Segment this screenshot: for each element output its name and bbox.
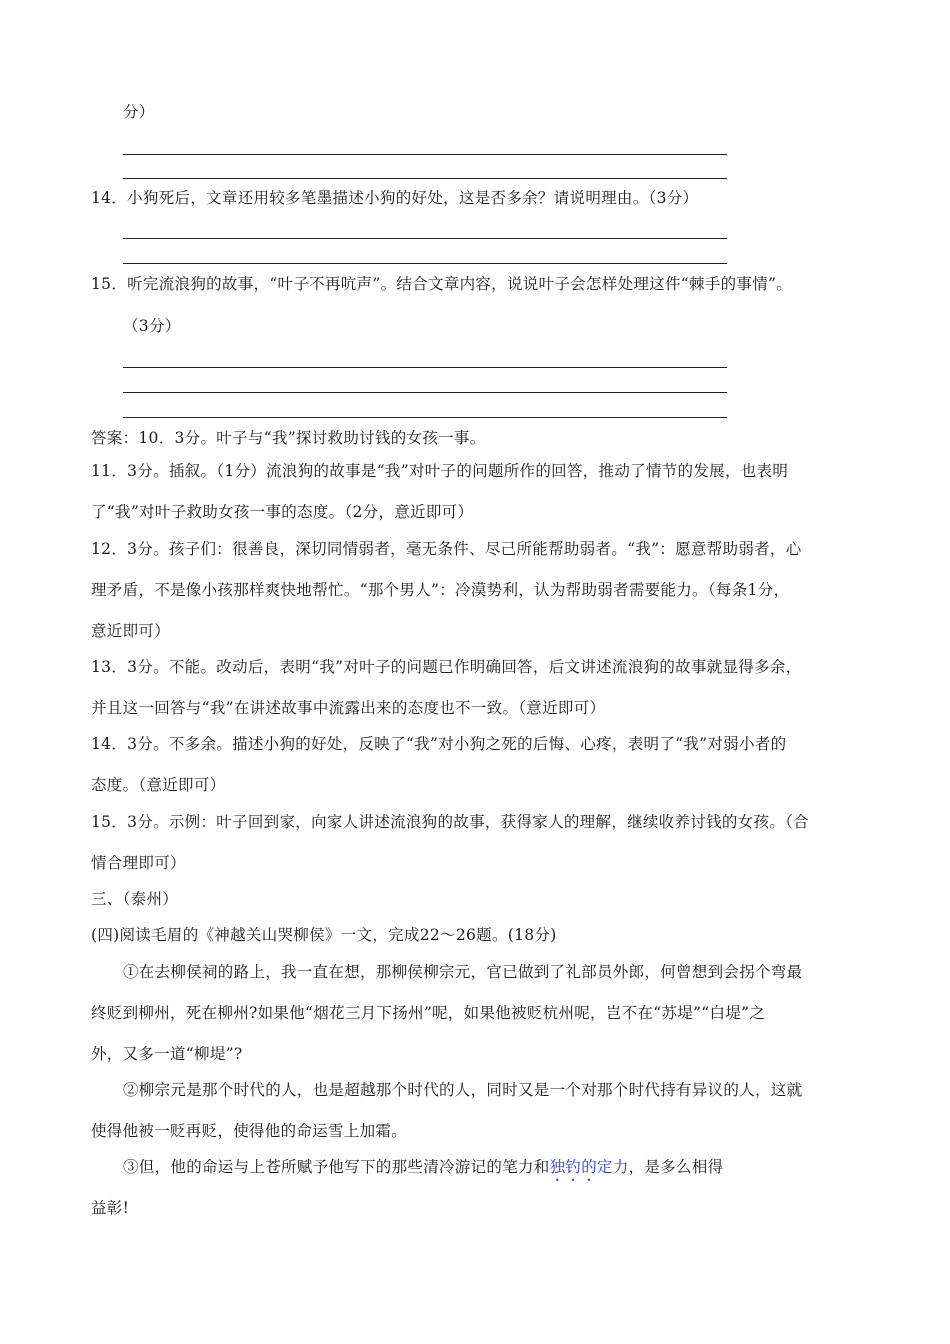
answer-line	[123, 238, 727, 239]
passage-p1-line2: 终贬到柳州，死在柳州?如果他“烟花三月下扬州”呢，如果他被贬杭州呢，岂不在“苏堤”“白堤”之	[91, 1004, 766, 1022]
answer-line	[123, 392, 727, 393]
question-15-line1: 15．听完流浪狗的故事，“叶子不再吭声”。结合文章内容，说说叶子会怎样处理这件“棘手的事情”。	[91, 275, 793, 293]
answer-line	[123, 178, 727, 179]
answer-line	[123, 367, 727, 368]
answer-15-line2: 情合理即可）	[91, 854, 186, 872]
answer-line	[123, 154, 727, 155]
answer-11-line1: 11．3分。插叙。（1分）流浪狗的故事是“我”对叶子的问题所作的回答，推动了情节的发展，也表明	[91, 462, 789, 480]
question-15-line2: （3分）	[123, 317, 181, 335]
answer-12-line2: 理矛盾，不是像小孩那样爽快地帮忙。“那个男人”：冷漠势利，认为帮助弱者需要能力。（每条1分，	[91, 581, 790, 599]
answer-11-line2: 了“我”对叶子救助女孩一事的态度。（2分，意近即可）	[91, 503, 474, 521]
answer-line	[123, 417, 727, 418]
answer-14-line1: 14．3分。不多余。描述小狗的好处，反映了“我”对小狗之死的后悔、心疼，表明了“我”对弱小者的	[91, 735, 787, 753]
answer-10: 答案：10．3分。叶子与“我”探讨救助讨钱的女孩一事。	[91, 429, 486, 447]
passage-p3-line1	[123, 1156, 723, 1185]
answer-13-line1: 13．3分。不能。改动后，表明“我”对叶子的问题已作明确回答，后文讲述流浪狗的故事就显得多余，	[91, 658, 802, 676]
q13-tail: 分）	[123, 103, 155, 121]
answer-15-line1: 15．3分。示例：叶子回到家，向家人讲述流浪狗的故事，获得家人的理解，继续收养讨钱的女孩。（合	[91, 813, 809, 831]
highlighted-term-plain: 定力	[597, 1158, 629, 1176]
answer-12-line3: 意近即可）	[91, 622, 171, 640]
question-14: 14．小狗死后，文章还用较多笔墨描述小狗的好处，这是否多余？请说明理由。（3分）	[91, 189, 699, 207]
passage-p3-text-end: ，是多么相得	[628, 1158, 724, 1176]
passage-p2-line2: 使得他被一贬再贬，使得他的命运雪上加霜。	[91, 1122, 408, 1140]
answer-13-line2: 并且这一回答与“我”在讲述故事中流露出来的态度也不一致。（意近即可）	[91, 699, 606, 717]
answer-12-line1: 12．3分。孩子们：很善良，深切同情弱者，毫无条件、尽己所能帮助弱者。“我”：愿意帮助弱者，心	[91, 540, 802, 558]
passage-p1-line3: 外，又多一道“柳堤”?	[91, 1045, 243, 1063]
section-heading: 三、（泰州）	[91, 890, 179, 908]
answer-line	[123, 263, 727, 264]
passage-p2-line1: ②柳宗元是那个时代的人，也是超越那个时代的人，同时又是一个对那个时代持有异议的人，这就	[123, 1081, 803, 1099]
highlighted-term: 独钓的	[549, 1158, 598, 1176]
passage-p3-line2: 益彰!	[91, 1199, 130, 1217]
answer-14-line2: 态度。（意近即可）	[91, 776, 226, 794]
passage-p3-text: ③但，他的命运与上苍所赋予他写下的那些清冷游记的笔力和	[123, 1158, 550, 1176]
part-4-intro: (四)阅读毛眉的《神越关山哭柳侯》一文，完成22～26题。(18分)	[91, 926, 557, 944]
passage-p1-line1: ①在去柳侯祠的路上，我一直在想，那柳侯柳宗元，官已做到了礼部员外郎，何曾想到会拐个弯最	[123, 963, 803, 981]
